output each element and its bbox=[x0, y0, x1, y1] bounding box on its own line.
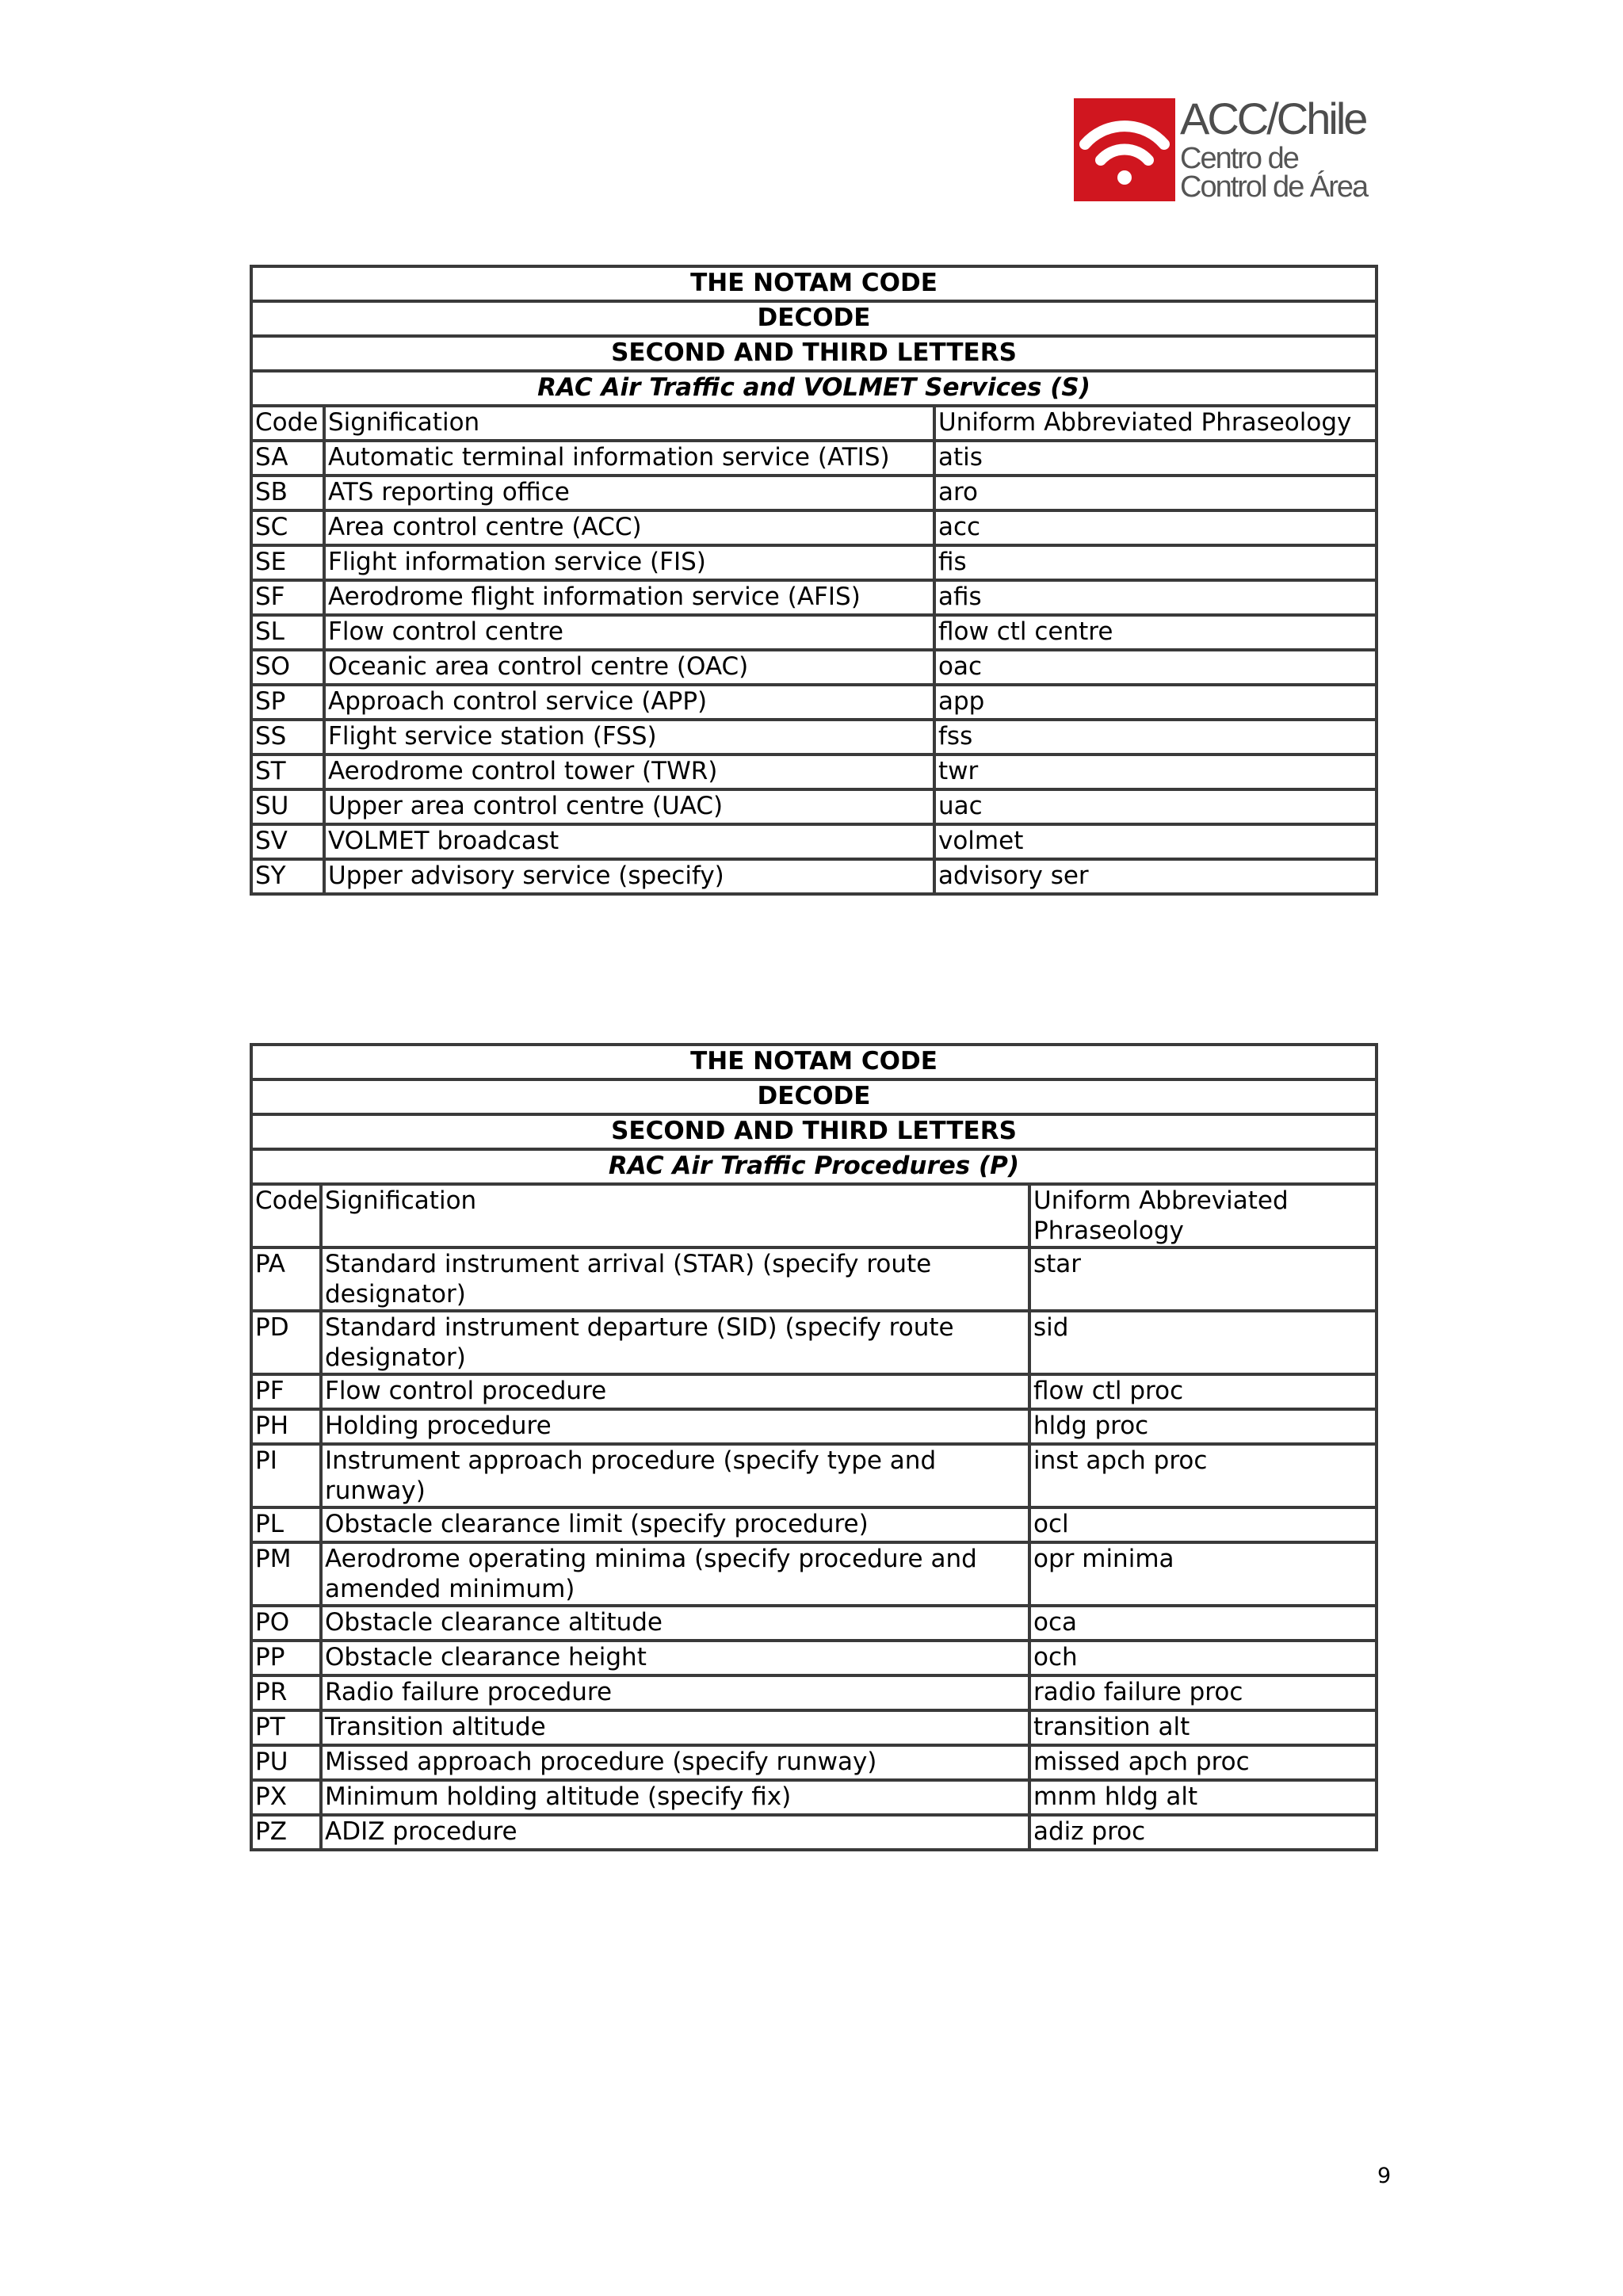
cell-signification: Missed approach procedure (specify runway) bbox=[321, 1745, 1029, 1780]
cell-code: PO bbox=[251, 1606, 321, 1641]
table-title: THE NOTAM CODE bbox=[251, 266, 1377, 301]
cell-signification: Aerodrome flight information service (AFIS) bbox=[324, 580, 934, 615]
cell-phraseology: oca bbox=[1029, 1606, 1377, 1641]
cell-code: PT bbox=[251, 1710, 321, 1745]
column-header-signification: Signification bbox=[321, 1184, 1029, 1247]
cell-phraseology: advisory ser bbox=[934, 859, 1377, 894]
cell-signification: Upper advisory service (specify) bbox=[324, 859, 934, 894]
cell-signification: Instrument approach procedure (specify type and runway) bbox=[321, 1444, 1029, 1507]
cell-phraseology: radio failure proc bbox=[1029, 1675, 1377, 1710]
cell-code: PP bbox=[251, 1641, 321, 1675]
cell-signification: Aerodrome operating minima (specify procedure and amended minimum) bbox=[321, 1542, 1029, 1606]
cell-code: PH bbox=[251, 1409, 321, 1444]
table-row bbox=[251, 510, 1377, 545]
table-row bbox=[251, 441, 1377, 476]
cell-signification: Approach control service (APP) bbox=[324, 685, 934, 720]
cell-phraseology: atis bbox=[934, 441, 1377, 476]
table-row bbox=[251, 580, 1377, 615]
cell-code: SP bbox=[251, 685, 324, 720]
cell-phraseology: hldg proc bbox=[1029, 1409, 1377, 1444]
table-subtitle: RAC Air Traffic Procedures (P) bbox=[251, 1149, 1377, 1184]
cell-phraseology: flow ctl centre bbox=[934, 615, 1377, 650]
table-row bbox=[251, 1247, 1377, 1311]
cell-code: PX bbox=[251, 1780, 321, 1815]
table-row bbox=[251, 685, 1377, 720]
cell-code: PL bbox=[251, 1507, 321, 1542]
cell-phraseology: adiz proc bbox=[1029, 1815, 1377, 1850]
table-row bbox=[251, 1542, 1377, 1606]
cell-phraseology: acc bbox=[934, 510, 1377, 545]
cell-code: PU bbox=[251, 1745, 321, 1780]
wifi-signal-icon bbox=[1074, 98, 1175, 201]
cell-phraseology: flow ctl proc bbox=[1029, 1374, 1377, 1409]
cell-phraseology: ocl bbox=[1029, 1507, 1377, 1542]
table-row bbox=[251, 1507, 1377, 1542]
cell-phraseology: twr bbox=[934, 755, 1377, 789]
table-letters-row bbox=[251, 1114, 1377, 1149]
cell-code: SA bbox=[251, 441, 324, 476]
cell-phraseology: oac bbox=[934, 650, 1377, 685]
cell-phraseology: sid bbox=[1029, 1311, 1377, 1374]
column-header-phraseology: Uniform Abbreviated Phraseology bbox=[934, 406, 1377, 441]
cell-phraseology: fis bbox=[934, 545, 1377, 580]
table-decode: DECODE bbox=[251, 301, 1377, 336]
cell-phraseology: transition alt bbox=[1029, 1710, 1377, 1745]
cell-code: SF bbox=[251, 580, 324, 615]
cell-code: SE bbox=[251, 545, 324, 580]
cell-phraseology: uac bbox=[934, 789, 1377, 824]
table-decode-row bbox=[251, 1079, 1377, 1114]
notam-table-procedures bbox=[250, 1043, 1378, 1851]
cell-code: PR bbox=[251, 1675, 321, 1710]
cell-phraseology: mnm hldg alt bbox=[1029, 1780, 1377, 1815]
table-decode-row bbox=[251, 301, 1377, 336]
cell-signification: Obstacle clearance height bbox=[321, 1641, 1029, 1675]
table-row bbox=[251, 789, 1377, 824]
cell-code: PD bbox=[251, 1311, 321, 1374]
cell-code: SY bbox=[251, 859, 324, 894]
table-row bbox=[251, 1374, 1377, 1409]
table-title-row bbox=[251, 266, 1377, 301]
notam-table-services bbox=[250, 265, 1378, 896]
table-row bbox=[251, 476, 1377, 510]
cell-code: SU bbox=[251, 789, 324, 824]
cell-phraseology: aro bbox=[934, 476, 1377, 510]
logo-subtitle-line2: Control de Área bbox=[1180, 170, 1368, 204]
cell-code: PM bbox=[251, 1542, 321, 1606]
table-row bbox=[251, 755, 1377, 789]
cell-phraseology: och bbox=[1029, 1641, 1377, 1675]
table-decode: DECODE bbox=[251, 1079, 1377, 1114]
cell-signification: Standard instrument arrival (STAR) (specify route designator) bbox=[321, 1247, 1029, 1311]
table-row bbox=[251, 720, 1377, 755]
cell-signification: ADIZ procedure bbox=[321, 1815, 1029, 1850]
column-header-code: Code bbox=[251, 406, 324, 441]
table-row bbox=[251, 859, 1377, 894]
column-header-signification: Signification bbox=[324, 406, 934, 441]
cell-signification: Aerodrome control tower (TWR) bbox=[324, 755, 934, 789]
cell-signification: VOLMET broadcast bbox=[324, 824, 934, 859]
cell-signification: Radio failure procedure bbox=[321, 1675, 1029, 1710]
cell-phraseology: app bbox=[934, 685, 1377, 720]
cell-phraseology: afis bbox=[934, 580, 1377, 615]
table-subtitle: RAC Air Traffic and VOLMET Services (S) bbox=[251, 371, 1377, 406]
cell-signification: Upper area control centre (UAC) bbox=[324, 789, 934, 824]
cell-signification: Transition altitude bbox=[321, 1710, 1029, 1745]
cell-signification: Obstacle clearance limit (specify procedure) bbox=[321, 1507, 1029, 1542]
cell-code: ST bbox=[251, 755, 324, 789]
cell-code: SS bbox=[251, 720, 324, 755]
cell-signification: Flow control centre bbox=[324, 615, 934, 650]
logo-title: ACC/Chile bbox=[1180, 94, 1366, 143]
cell-phraseology: star bbox=[1029, 1247, 1377, 1311]
cell-phraseology: volmet bbox=[934, 824, 1377, 859]
cell-code: SO bbox=[251, 650, 324, 685]
table-row bbox=[251, 1780, 1377, 1815]
column-header-code: Code bbox=[251, 1184, 321, 1247]
table-letters: SECOND AND THIRD LETTERS bbox=[251, 336, 1377, 371]
table-row bbox=[251, 1710, 1377, 1745]
table-row bbox=[251, 1409, 1377, 1444]
table-row bbox=[251, 650, 1377, 685]
table-row bbox=[251, 1641, 1377, 1675]
cell-code: SB bbox=[251, 476, 324, 510]
table-row bbox=[251, 1745, 1377, 1780]
table-row bbox=[251, 1311, 1377, 1374]
table-row bbox=[251, 824, 1377, 859]
table-row bbox=[251, 615, 1377, 650]
logo-text bbox=[1180, 94, 1368, 204]
table-subtitle-row bbox=[251, 371, 1377, 406]
cell-signification: Minimum holding altitude (specify fix) bbox=[321, 1780, 1029, 1815]
table-row bbox=[251, 1444, 1377, 1507]
cell-signification: Oceanic area control centre (OAC) bbox=[324, 650, 934, 685]
table-letters-row bbox=[251, 336, 1377, 371]
cell-code: SV bbox=[251, 824, 324, 859]
cell-signification: Holding procedure bbox=[321, 1409, 1029, 1444]
cell-signification: ATS reporting office bbox=[324, 476, 934, 510]
cell-signification: Flight service station (FSS) bbox=[324, 720, 934, 755]
column-header-phraseology: Uniform Abbreviated Phraseology bbox=[1029, 1184, 1377, 1247]
table-title-row bbox=[251, 1045, 1377, 1079]
cell-code: PF bbox=[251, 1374, 321, 1409]
cell-code: PI bbox=[251, 1444, 321, 1507]
cell-code: PZ bbox=[251, 1815, 321, 1850]
cell-phraseology: inst apch proc bbox=[1029, 1444, 1377, 1507]
logo-subtitle-line1: Centro de bbox=[1180, 142, 1298, 175]
cell-signification: Area control centre (ACC) bbox=[324, 510, 934, 545]
cell-phraseology: fss bbox=[934, 720, 1377, 755]
table-row bbox=[251, 1675, 1377, 1710]
table-row bbox=[251, 1606, 1377, 1641]
table-header-row bbox=[251, 1184, 1377, 1247]
table-letters: SECOND AND THIRD LETTERS bbox=[251, 1114, 1377, 1149]
cell-signification: Obstacle clearance altitude bbox=[321, 1606, 1029, 1641]
table-header-row bbox=[251, 406, 1377, 441]
table-row bbox=[251, 545, 1377, 580]
table-row bbox=[251, 1815, 1377, 1850]
cell-phraseology: missed apch proc bbox=[1029, 1745, 1377, 1780]
page-number: 9 bbox=[1377, 2164, 1392, 2188]
cell-code: SL bbox=[251, 615, 324, 650]
cell-signification: Automatic terminal information service (ATIS) bbox=[324, 441, 934, 476]
cell-phraseology: opr minima bbox=[1029, 1542, 1377, 1606]
cell-signification: Flight information service (FIS) bbox=[324, 545, 934, 580]
table-subtitle-row bbox=[251, 1149, 1377, 1184]
cell-code: PA bbox=[251, 1247, 321, 1311]
acc-chile-logo bbox=[1074, 94, 1391, 204]
cell-signification: Standard instrument departure (SID) (specify route designator) bbox=[321, 1311, 1029, 1374]
table-title: THE NOTAM CODE bbox=[251, 1045, 1377, 1079]
cell-signification: Flow control procedure bbox=[321, 1374, 1029, 1409]
cell-code: SC bbox=[251, 510, 324, 545]
